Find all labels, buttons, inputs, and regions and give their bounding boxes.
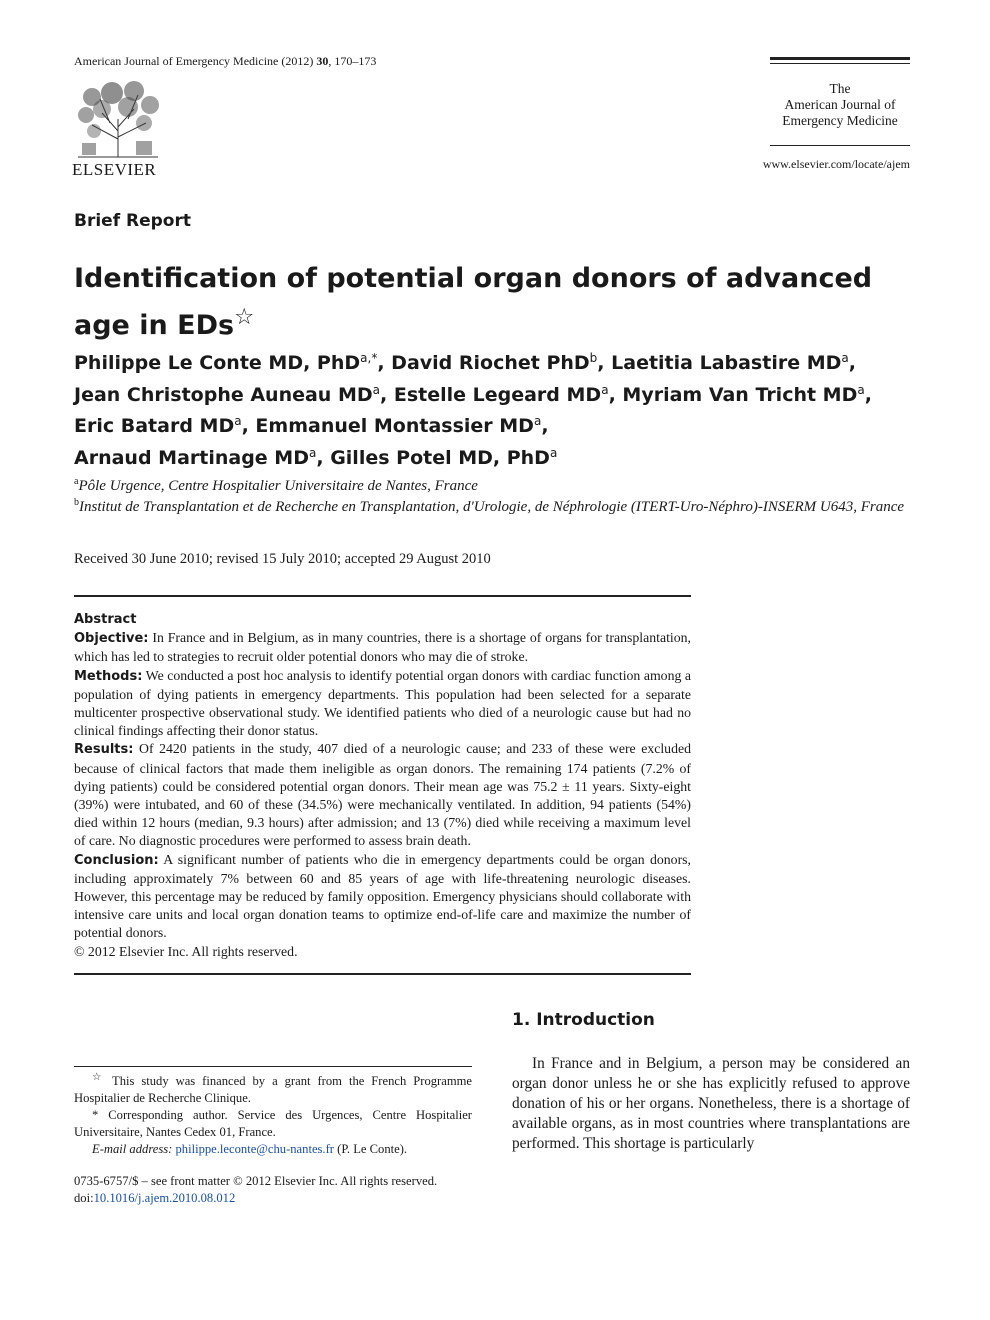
divider <box>74 595 691 597</box>
author: Myriam Van Tricht MD <box>622 383 858 406</box>
author: Laetitia Labastire MD <box>611 352 842 374</box>
affiliation: $^b$Institut de Transplantation et de Recherche en Transplantation, d'Urologie, de Néphrologie (ITERT-Uro-Néphro)-INSERM U643, France <box>74 497 905 515</box>
section-heading: 1. Introduction <box>512 1010 655 1030</box>
elsevier-wordmark: ELSEVIER <box>72 160 157 179</box>
author-list: Philippe Le Conte MD, PhD$^{a,*}$, David Riochet PhD$^b$, Laetitia Labastire $MD^a$, Jean Christophe Auneau $MD^a$, Estelle Legeard $MD^a$, Myriam Van Tricht $MD^a$, Eric Batard $MD^a$, Emmanuel Montassier $MD^a$, Arnaud Martinage $MD^a$, Gilles Potel MD, PhD$^a$ <box>74 351 872 469</box>
body-text: In France and in Belgium, a person may be considered an organ donor unless he or she has explicitly refused to approve donation of his or her organs. Nonetheless, there is a shortage of available organs, as in most countries where transplantations are performed. This shortage is particularly <box>512 1055 910 1152</box>
divider <box>74 973 691 975</box>
author: Gilles Potel MD, PhD <box>330 446 550 469</box>
article-title: Identification of potential organ donors of advanced age in EDs☆ <box>74 263 873 341</box>
doi-link[interactable]: 10.1016/j.ajem.2010.08.012 <box>93 1191 236 1205</box>
funding-footnote: ☆ This study was financed by a grant from the French Programme Hospitalier de Recherche Clinique. <box>74 1072 472 1106</box>
footnote-divider <box>74 1066 472 1067</box>
elsevier-tree-icon <box>72 79 164 159</box>
affiliation: $^a$Pôle Urgence, Centre Hospitalier Universitaire de Nantes, France <box>74 476 478 494</box>
journal-url[interactable]: www.elsevier.com/locate/ajem <box>762 157 910 171</box>
abstract-methods: Methods: We conducted a post hoc analysis to identify potential organ donors with cardiac function among a population of dying patients in emergency departments. This population had been selected for a separate multicenter prospective observational study. We identified patients who died of a neurologic cause but had no clinical findings affecting their donor status. <box>74 667 691 739</box>
journal-logo <box>770 57 910 146</box>
author: Estelle Legeard MD <box>393 383 602 406</box>
author: Philippe Le Conte MD, PhD <box>74 352 361 374</box>
abstract-heading: Abstract <box>74 612 137 627</box>
email-footnote: E-mail address: philippe.leconte@chu-nantes.fr (P. Le Conte). <box>92 1142 408 1157</box>
star-footnote-icon[interactable]: ☆ <box>234 304 255 330</box>
journal-name: The American Journal of Emergency Medicine <box>782 81 898 128</box>
abstract-objective: Objective: In France and in Belgium, as in many countries, there is a shortage of organs for transplantation, which has led to strategies to recruit older potential donors who may die of stroke. <box>74 630 692 665</box>
author: Jean Christophe Auneau MD <box>74 383 373 406</box>
corresponding-footnote: * Corresponding author. Service des Urgences, Centre Hospitalier Universitaire, Nantes Cedex 01, France. <box>74 1108 472 1140</box>
abstract-results: Results: Of 2420 patients in the study, 407 died of a neurologic cause; and 233 of these were excluded because of clinical factors that made them ineligible as organ donors. The remaining 174 patients (7.2% of dying patients) could be considered potential organ donors. Their mean age was 75.2 ± 11 years. Sixty-eight (39%) were intubated, and 60 of these (34.5%) were mechanically ventilated. In addition, 94 patients (54%) died within 12 hours (median, 9.3 hours) after admission; and 13 (7%) died while receiving a maximum level of care. No diagnostic procedures were performed to assess brain death. <box>74 741 692 849</box>
received-dates: Received 30 June 2010; revised 15 July 2010; accepted 29 August 2010 <box>74 551 491 567</box>
abstract-copyright: © 2012 Elsevier Inc. All rights reserved. <box>74 943 298 959</box>
email-link[interactable]: philippe.leconte@chu-nantes.fr <box>175 1142 334 1157</box>
author: David Riochet PhD <box>391 352 590 374</box>
author: Arnaud Martinage MD <box>74 446 309 469</box>
author: Eric Batard MD <box>74 415 235 437</box>
abstract-conclusion: Conclusion: A significant number of patients who die in emergency departments could be organ donors, including approximately 7% between 60 and 85 years of age with life-threatening neurologic diseases. However, this percentage may be reduced by family opposition. Emergency physicians should collaborate with intensive care units and local organ donation teams to optimize end-of-life care and maximize the number of potential donors. <box>74 851 691 941</box>
abstract <box>74 611 691 961</box>
article-type: Brief Report <box>74 211 191 231</box>
author: Emmanuel Montassier MD <box>255 415 534 437</box>
elsevier-logo <box>72 79 168 180</box>
journal-citation: American Journal of Emergency Medicine (2012) 30, 170–173 <box>74 54 377 68</box>
front-matter-info: 0735-6757/$ – see front matter © 2012 Elsevier Inc. All rights reserved. doi:10.1016/j.ajem.2010.08.012 <box>74 1174 438 1205</box>
footnotes <box>74 1069 472 1158</box>
